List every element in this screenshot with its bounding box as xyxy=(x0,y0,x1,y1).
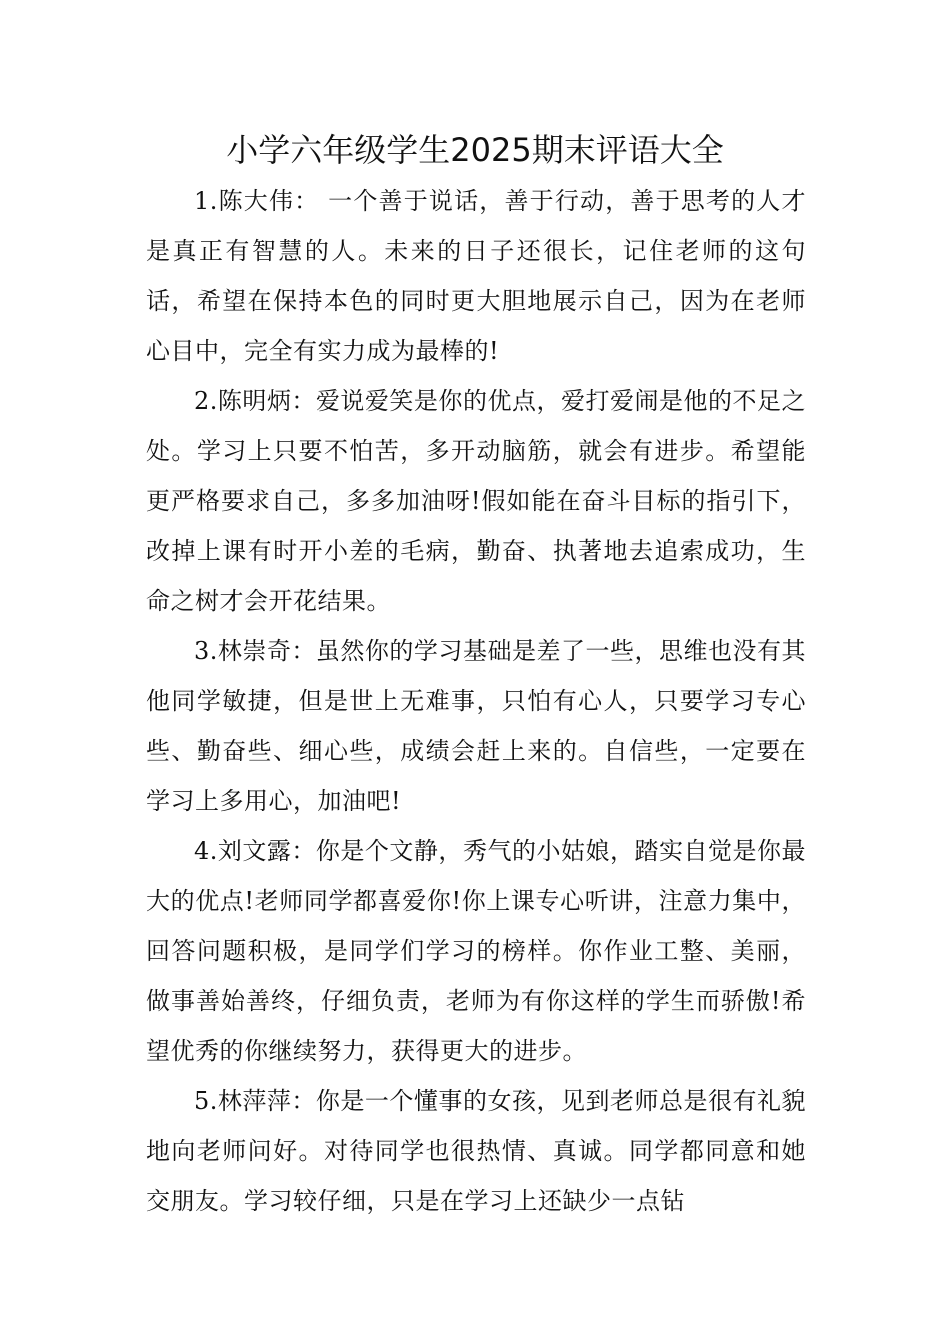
comment-paragraph-2: 2.陈明炳：爱说爱笑是你的优点，爱打爱闹是他的不足之处。学习上只要不怕苦，多开动脑筋，就会有进步。希望能更严格要求自己，多多加油呀!假如能在奋斗目标的指引下，改掉上课有时开小差的毛病，勤奋、执著地去追索成功，生命之树才会开花结果。 xyxy=(146,387,806,615)
comment-paragraph-1: 1.陈大伟： 一个善于说话，善于行动，善于思考的人才是真正有智慧的人。未来的日子还很长，记住老师的这句话，希望在保持本色的同时更大胆地展示自己，因为在老师心目中，完全有实力成为最棒的! xyxy=(146,187,806,365)
comment-paragraph-4: 4.刘文露：你是个文静，秀气的小姑娘，踏实自觉是你最大的优点!老师同学都喜爱你!你上课专心听讲，注意力集中，回答问题积极，是同学们学习的榜样。你作业工整、美丽，做事善始善终，仔细负责，老师为有你这样的学生而骄傲!希望优秀的你继续努力，获得更大的进步。 xyxy=(146,837,806,1065)
comment-paragraph-5: 5.林萍萍：你是一个懂事的女孩，见到老师总是很有礼貌地向老师问好。对待同学也很热情、真诚。同学都同意和她交朋友。学习较仔细，只是在学习上还缺少一点钻 xyxy=(146,1087,806,1215)
document-title: 小学六年级学生2025期末评语大全 xyxy=(226,131,724,169)
document-body xyxy=(146,176,806,1226)
comment-paragraph-3: 3.林崇奇：虽然你的学习基础是差了一些，思维也没有其他同学敏捷，但是世上无难事，只怕有心人，只要学习专心些、勤奋些、细心些，成绩会赶上来的。自信些，一定要在学习上多用心，加油吧! xyxy=(146,637,806,815)
